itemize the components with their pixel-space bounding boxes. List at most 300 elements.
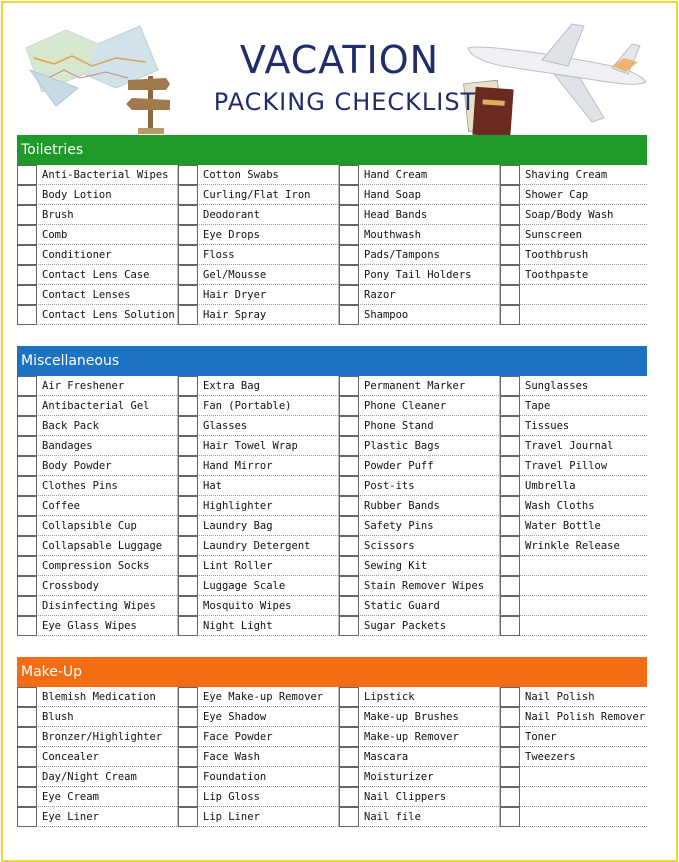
checklist-item-label: Brush — [42, 208, 74, 221]
checklist-row — [500, 616, 647, 636]
checkbox[interactable] — [178, 476, 198, 496]
checklist-row — [339, 687, 499, 707]
checkbox[interactable] — [339, 265, 359, 285]
checklist-column — [178, 687, 339, 827]
checkbox[interactable] — [339, 436, 359, 456]
checkbox[interactable] — [500, 265, 520, 285]
checkbox[interactable] — [339, 456, 359, 476]
checkbox[interactable] — [17, 305, 37, 325]
checklist-row — [178, 556, 338, 576]
checkbox[interactable] — [500, 687, 520, 707]
checkbox[interactable] — [17, 416, 37, 436]
checklist-item-label: Nail Polish Remover — [525, 710, 646, 723]
checklist-row — [17, 245, 177, 265]
checklist-item-label: Nail file — [364, 810, 421, 823]
checklist-row — [339, 747, 499, 767]
checkbox[interactable] — [339, 516, 359, 536]
checklist-row — [500, 556, 647, 576]
checklist-row — [500, 305, 647, 325]
checklist-item-label: Static Guard — [364, 599, 440, 612]
checklist-item-label: Fan (Portable) — [203, 399, 292, 412]
checklist-item-label: Eye Liner — [42, 810, 99, 823]
checklist-item-label: Disinfecting Wipes — [42, 599, 156, 612]
checklist-row — [500, 687, 647, 707]
checkbox[interactable] — [178, 436, 198, 456]
checklist-row — [178, 747, 338, 767]
checklist-row — [17, 285, 177, 305]
checklist-row — [500, 747, 647, 767]
checklist-row — [339, 376, 499, 396]
checklist-item-label: Extra Bag — [203, 379, 260, 392]
checkbox[interactable] — [17, 245, 37, 265]
checkbox[interactable] — [17, 225, 37, 245]
checkbox[interactable] — [178, 727, 198, 747]
checklist-row — [339, 536, 499, 556]
checklist-row — [500, 767, 647, 787]
checklist-item-label: Body Lotion — [42, 188, 112, 201]
checklist-item-label: Pads/Tampons — [364, 248, 440, 261]
checklist-row — [500, 245, 647, 265]
checklist-row — [178, 596, 338, 616]
checkbox[interactable] — [178, 787, 198, 807]
checklist-item-label: Eye Shadow — [203, 710, 267, 723]
section-miscellaneous — [17, 346, 647, 636]
checklist-row — [17, 396, 177, 416]
checkbox[interactable] — [17, 707, 37, 727]
checklist-row — [339, 496, 499, 516]
checkbox[interactable] — [178, 536, 198, 556]
checkbox[interactable] — [178, 687, 198, 707]
checkbox[interactable] — [339, 376, 359, 396]
checkbox[interactable] — [17, 596, 37, 616]
checkbox[interactable] — [17, 165, 37, 185]
page-title: VACATION — [239, 38, 440, 82]
checklist-row — [178, 376, 338, 396]
checklist-row — [178, 416, 338, 436]
checklist-row — [339, 456, 499, 476]
checkbox[interactable] — [339, 305, 359, 325]
checkbox[interactable] — [339, 496, 359, 516]
checkbox[interactable] — [178, 456, 198, 476]
checklist-row — [17, 456, 177, 476]
checkbox[interactable] — [339, 807, 359, 827]
section-toiletries — [17, 135, 647, 325]
checklist-column — [500, 165, 647, 325]
checklist-row — [339, 787, 499, 807]
checklist-row — [500, 496, 647, 516]
checklist-row — [178, 305, 338, 325]
checkbox[interactable] — [178, 747, 198, 767]
checkbox[interactable] — [500, 305, 520, 325]
checkbox[interactable] — [17, 185, 37, 205]
checkbox[interactable] — [178, 596, 198, 616]
checkbox[interactable] — [339, 556, 359, 576]
checklist-item-label: Contact Lens Case — [42, 268, 150, 281]
checkbox[interactable] — [339, 707, 359, 727]
checklist-row — [500, 516, 647, 536]
checklist-item-label: Coffee — [42, 499, 80, 512]
checklist-row — [178, 285, 338, 305]
checklist-item-label: Water Bottle — [525, 519, 601, 532]
checklist-item-label: Toner — [525, 730, 557, 743]
checklist-row — [339, 225, 499, 245]
checklist-item-label: Blush — [42, 710, 74, 723]
checklist-row — [339, 265, 499, 285]
checklist-row — [339, 707, 499, 727]
checkbox[interactable] — [500, 536, 520, 556]
checklist-row — [178, 396, 338, 416]
checkbox[interactable] — [17, 807, 37, 827]
checkbox[interactable] — [339, 396, 359, 416]
checklist-column — [500, 687, 647, 827]
checkbox[interactable] — [500, 376, 520, 396]
checkbox[interactable] — [500, 707, 520, 727]
checkbox[interactable] — [178, 707, 198, 727]
checklist-item-label: Safety Pins — [364, 519, 434, 532]
checkbox[interactable] — [17, 576, 37, 596]
checklist-item-label: Umbrella — [525, 479, 576, 492]
checkbox[interactable] — [178, 225, 198, 245]
checkbox[interactable] — [339, 767, 359, 787]
checklist-row — [17, 205, 177, 225]
checklist-row — [17, 165, 177, 185]
checklist-item-label: Head Bands — [364, 208, 428, 221]
checklist-row — [339, 396, 499, 416]
checkbox[interactable] — [339, 416, 359, 436]
checkbox[interactable] — [17, 436, 37, 456]
checklist-row — [500, 727, 647, 747]
checklist-column — [178, 376, 339, 636]
checklist-row — [178, 185, 338, 205]
checklist-column — [178, 165, 339, 325]
checkbox[interactable] — [17, 536, 37, 556]
checklist-row — [178, 456, 338, 476]
checkbox[interactable] — [17, 747, 37, 767]
checklist-row — [17, 707, 177, 727]
checklist-item-label: Curling/Flat Iron — [203, 188, 311, 201]
checklist-row — [500, 536, 647, 556]
checkbox[interactable] — [17, 265, 37, 285]
checkbox[interactable] — [500, 767, 520, 787]
checkbox[interactable] — [339, 165, 359, 185]
checklist-row — [500, 707, 647, 727]
checklist-item-label: Antibacterial Gel — [42, 399, 150, 412]
checkbox[interactable] — [339, 285, 359, 305]
checkbox[interactable] — [17, 376, 37, 396]
checklist-item-label: Crossbody — [42, 579, 99, 592]
checkbox[interactable] — [500, 225, 520, 245]
checkbox[interactable] — [178, 556, 198, 576]
checklist-column — [339, 165, 500, 325]
checklist-item-label: Collapsible Cup — [42, 519, 137, 532]
checklist-row — [339, 576, 499, 596]
checklist-item-label: Compression Socks — [42, 559, 150, 572]
checkbox[interactable] — [339, 687, 359, 707]
checklist-item-label: Shower Cap — [525, 188, 589, 201]
checkbox[interactable] — [17, 516, 37, 536]
checkbox[interactable] — [500, 576, 520, 596]
checkbox[interactable] — [500, 396, 520, 416]
checklist-item-label: Cotton Swabs — [203, 168, 279, 181]
checklist-row — [17, 265, 177, 285]
checklist-row — [178, 727, 338, 747]
checklist-row — [339, 767, 499, 787]
section-header-make-up: Make-Up — [17, 657, 647, 687]
checklist-row — [17, 767, 177, 787]
checklist-item-label: Moisturizer — [364, 770, 434, 783]
checklist-column — [500, 376, 647, 636]
checkbox[interactable] — [178, 496, 198, 516]
checklist-row — [500, 416, 647, 436]
checklist-item-label: Eye Cream — [42, 790, 99, 803]
checklist-item-label: Hand Cream — [364, 168, 428, 181]
checkbox[interactable] — [178, 807, 198, 827]
checklist-item-label: Laundry Bag — [203, 519, 273, 532]
checkbox[interactable] — [178, 576, 198, 596]
checklist-row — [178, 496, 338, 516]
checkbox[interactable] — [178, 767, 198, 787]
checkbox[interactable] — [339, 536, 359, 556]
checklist-row — [339, 305, 499, 325]
checkbox[interactable] — [339, 596, 359, 616]
checklist-item-label: Post-its — [364, 479, 415, 492]
checkbox[interactable] — [178, 185, 198, 205]
checkbox[interactable] — [17, 476, 37, 496]
checklist-row — [17, 305, 177, 325]
checklist-item-label: Lip Gloss — [203, 790, 260, 803]
checkbox[interactable] — [500, 496, 520, 516]
checkbox[interactable] — [339, 727, 359, 747]
checklist-item-label: Permanent Marker — [364, 379, 466, 392]
checkbox[interactable] — [500, 185, 520, 205]
checklist-item-label: Comb — [42, 228, 68, 241]
checklist-row — [339, 596, 499, 616]
checkbox[interactable] — [178, 305, 198, 325]
checklist-item-label: Tweezers — [525, 750, 576, 763]
checklist-item-label: Rubber Bands — [364, 499, 440, 512]
checklist-column — [17, 165, 178, 325]
section-header-miscellaneous: Miscellaneous — [17, 346, 647, 376]
checklist-row — [178, 265, 338, 285]
checklist-item-label: Nail Clippers — [364, 790, 447, 803]
section-make-up — [17, 657, 647, 827]
checklist-row — [339, 807, 499, 827]
checklist-item-label: Phone Stand — [364, 419, 434, 432]
checklist-item-label: Contact Lens Solution — [42, 308, 175, 321]
checkbox[interactable] — [178, 416, 198, 436]
checklist-item-label: Travel Pillow — [525, 459, 608, 472]
checklist-item-label: Hair Dryer — [203, 288, 267, 301]
checklist-item-label: Make-up Brushes — [364, 710, 459, 723]
checklist-row — [178, 687, 338, 707]
checkbox[interactable] — [500, 245, 520, 265]
checklist-row — [178, 536, 338, 556]
checklist-row — [17, 376, 177, 396]
checkbox[interactable] — [500, 416, 520, 436]
checklist-row — [178, 767, 338, 787]
checklist-row — [339, 245, 499, 265]
checklist-row — [339, 185, 499, 205]
checklist-row — [339, 556, 499, 576]
checklist-item-label: Scissors — [364, 539, 415, 552]
checkbox[interactable] — [500, 596, 520, 616]
checkbox[interactable] — [339, 185, 359, 205]
checkbox[interactable] — [339, 787, 359, 807]
checklist-row — [17, 556, 177, 576]
checklist-item-label: Foundation — [203, 770, 267, 783]
checklist-row — [17, 747, 177, 767]
checklist-row — [339, 616, 499, 636]
checklist-row — [17, 616, 177, 636]
checkbox[interactable] — [17, 767, 37, 787]
checkbox[interactable] — [17, 285, 37, 305]
checklist-row — [500, 265, 647, 285]
checkbox[interactable] — [339, 245, 359, 265]
checkbox[interactable] — [178, 376, 198, 396]
checkbox[interactable] — [339, 747, 359, 767]
checkbox[interactable] — [178, 516, 198, 536]
checkbox[interactable] — [500, 456, 520, 476]
checklist-row — [500, 185, 647, 205]
checklist-item-label: Tape — [525, 399, 551, 412]
checkbox[interactable] — [500, 285, 520, 305]
checklist-row — [339, 416, 499, 436]
checklist-item-label: Deodorant — [203, 208, 260, 221]
checklist-item-label: Night Light — [203, 619, 273, 632]
checklist-row — [178, 476, 338, 496]
checklist-item-label: Body Powder — [42, 459, 112, 472]
checklist-row — [339, 205, 499, 225]
section-header-toiletries: Toiletries — [17, 135, 647, 165]
checklist-item-label: Luggage Scale — [203, 579, 286, 592]
checklist-item-label: Back Pack — [42, 419, 99, 432]
checklist-row — [339, 165, 499, 185]
checklist-row — [178, 707, 338, 727]
checklist-row — [178, 245, 338, 265]
checkbox[interactable] — [178, 205, 198, 225]
checklist-item-label: Hair Towel Wrap — [203, 439, 298, 452]
checklist-item-label: Floss — [203, 248, 235, 261]
checkbox[interactable] — [17, 205, 37, 225]
checklist-item-label: Shampoo — [364, 308, 409, 321]
checkbox[interactable] — [178, 245, 198, 265]
checklist-item-label: Lip Liner — [203, 810, 260, 823]
checkbox[interactable] — [17, 396, 37, 416]
checklist-row — [500, 376, 647, 396]
checkbox[interactable] — [500, 727, 520, 747]
checkbox[interactable] — [500, 205, 520, 225]
checklist-item-label: Razor — [364, 288, 396, 301]
checklist-item-label: Collapsable Luggage — [42, 539, 163, 552]
checklist-row — [500, 165, 647, 185]
checklist-item-label: Soap/Body Wash — [525, 208, 614, 221]
checkbox[interactable] — [178, 165, 198, 185]
checkbox[interactable] — [17, 556, 37, 576]
checklist-row — [500, 787, 647, 807]
checkbox[interactable] — [500, 787, 520, 807]
checkbox[interactable] — [17, 496, 37, 516]
checklist-row — [500, 596, 647, 616]
checklist-row — [500, 225, 647, 245]
checklist-row — [178, 807, 338, 827]
checklist-row — [500, 807, 647, 827]
checklist-item-label: Anti-Bacterial Wipes — [42, 168, 169, 181]
checklist-row — [17, 416, 177, 436]
checkbox[interactable] — [17, 616, 37, 636]
checklist-row — [500, 436, 647, 456]
checklist-item-label: Plastic Bags — [364, 439, 440, 452]
checkbox[interactable] — [339, 225, 359, 245]
checklist-item-label: Clothes Pins — [42, 479, 118, 492]
checkbox[interactable] — [500, 807, 520, 827]
checkbox[interactable] — [17, 787, 37, 807]
checklist-row — [178, 516, 338, 536]
checklist-item-label: Bandages — [42, 439, 93, 452]
checklist-item-label: Eye Make-up Remover — [203, 690, 324, 703]
checklist-row — [17, 727, 177, 747]
checklist-item-label: Stain Remover Wipes — [364, 579, 485, 592]
checkbox[interactable] — [339, 476, 359, 496]
checkbox[interactable] — [178, 285, 198, 305]
checklist-row — [178, 225, 338, 245]
checklist-item-label: Highlighter — [203, 499, 273, 512]
checkbox[interactable] — [500, 747, 520, 767]
checkbox[interactable] — [500, 165, 520, 185]
checkbox[interactable] — [500, 556, 520, 576]
checkbox[interactable] — [17, 456, 37, 476]
checklist-item-label: Concealer — [42, 750, 99, 763]
checklist-item-label: Face Wash — [203, 750, 260, 763]
checkbox[interactable] — [500, 476, 520, 496]
checkbox[interactable] — [339, 576, 359, 596]
checkbox[interactable] — [500, 616, 520, 636]
checkbox[interactable] — [339, 616, 359, 636]
checklist-row — [339, 436, 499, 456]
checklist-item-label: Phone Cleaner — [364, 399, 447, 412]
checklist-item-label: Wash Cloths — [525, 499, 595, 512]
page-subtitle: PACKING CHECKLIST — [213, 88, 477, 116]
checklist-item-label: Face Powder — [203, 730, 273, 743]
checklist-grid — [17, 376, 647, 636]
checklist-item-label: Day/Night Cream — [42, 770, 137, 783]
checklist-item-label: Sugar Packets — [364, 619, 447, 632]
checkbox[interactable] — [178, 265, 198, 285]
checklist-grid — [17, 165, 647, 325]
checklist-item-label: Glasses — [203, 419, 248, 432]
checklist-item-label: Lipstick — [364, 690, 415, 703]
checkbox[interactable] — [500, 516, 520, 536]
checklist-row — [178, 436, 338, 456]
checklist-row — [178, 576, 338, 596]
checklist-item-label: Eye Glass Wipes — [42, 619, 137, 632]
checklist-row — [17, 807, 177, 827]
checklist-item-label: Powder Puff — [364, 459, 434, 472]
checkbox[interactable] — [339, 205, 359, 225]
checklist-item-label: Wrinkle Release — [525, 539, 620, 552]
checkbox[interactable] — [500, 436, 520, 456]
checklist-item-label: Hand Mirror — [203, 459, 273, 472]
checkbox[interactable] — [178, 396, 198, 416]
checkbox[interactable] — [178, 616, 198, 636]
checkbox[interactable] — [17, 727, 37, 747]
checklist-item-label: Mascara — [364, 750, 409, 763]
checklist-row — [17, 496, 177, 516]
checklist-item-label: Laundry Detergent — [203, 539, 311, 552]
checkbox[interactable] — [17, 687, 37, 707]
checklist-row — [17, 185, 177, 205]
checklist-item-label: Sewing Kit — [364, 559, 428, 572]
checklist-row — [17, 225, 177, 245]
